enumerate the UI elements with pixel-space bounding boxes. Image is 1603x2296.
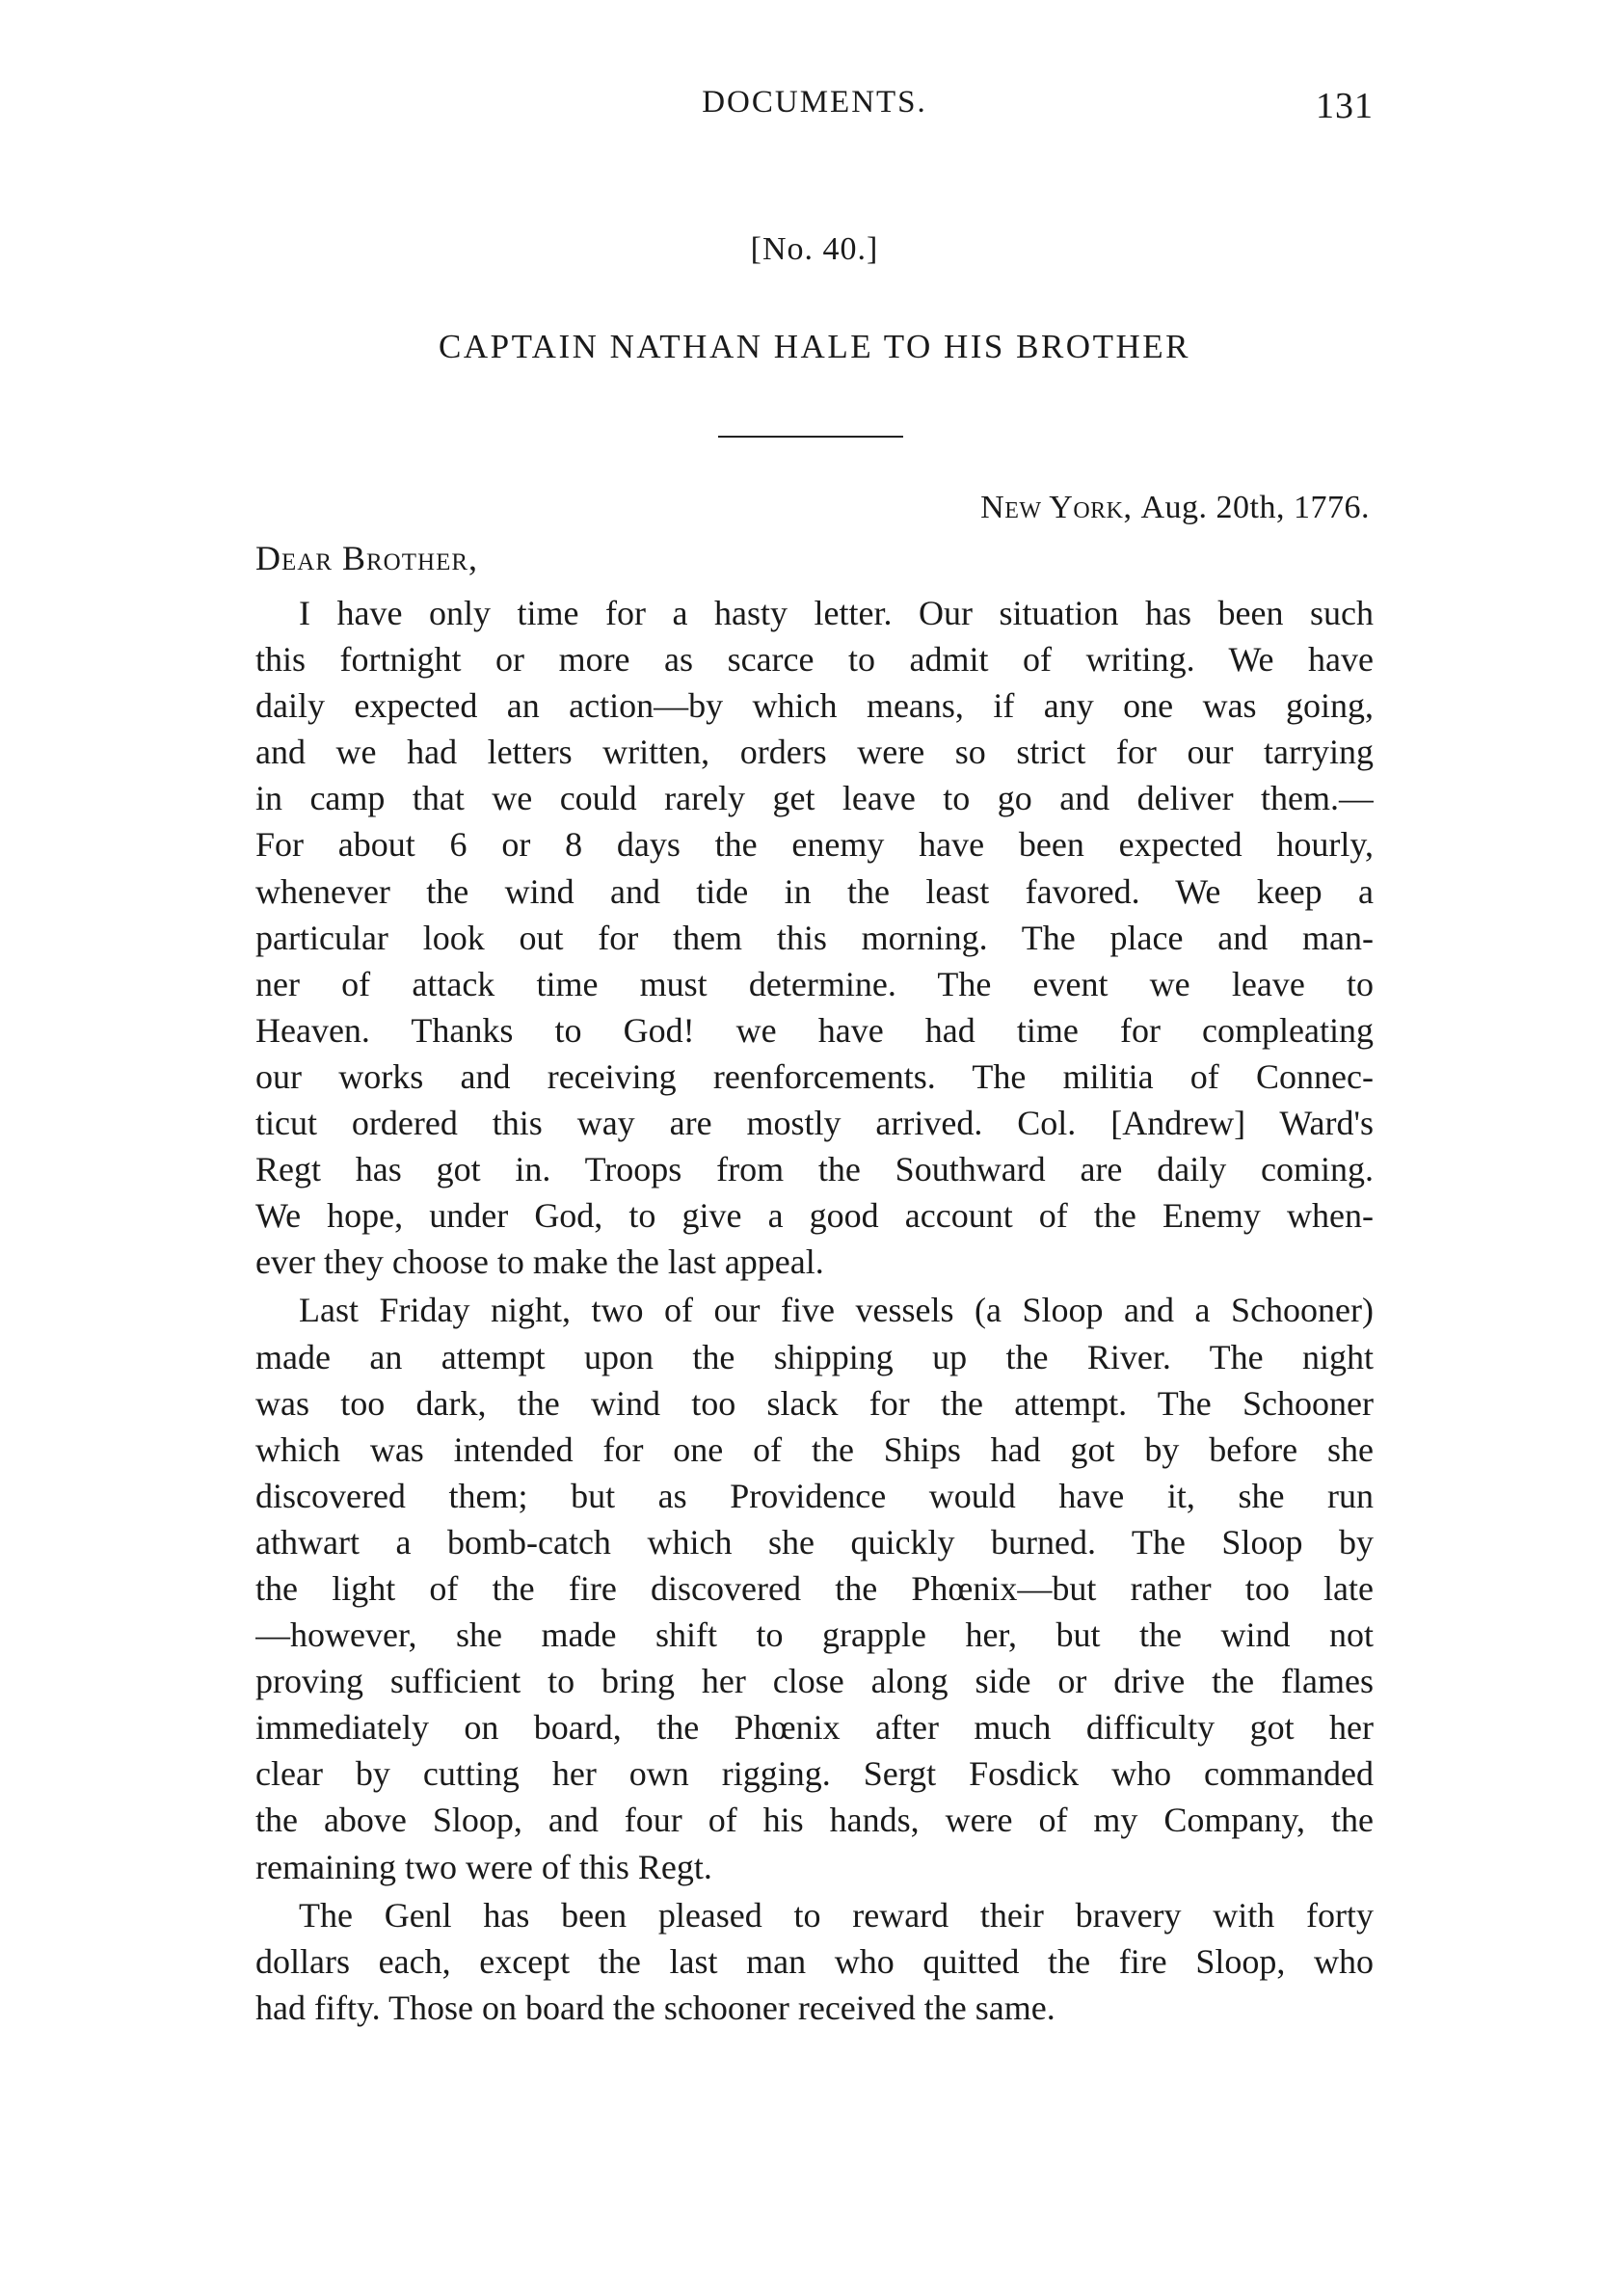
- paragraph-1: [255, 590, 1374, 1285]
- text-line: I have only time for a hasty letter. Our situation has been such: [299, 594, 1374, 632]
- text-line: Regt has got in. Troops from the Southward are daily coming.: [255, 1150, 1374, 1189]
- text-line: Heaven. Thanks to God! we have had time for compleating: [255, 1010, 1374, 1050]
- text-line: clear by cutting her own rigging. Sergt Fosdick who commanded: [255, 1754, 1374, 1794]
- text-line: the above Sloop, and four of his hands, were of my Company, the: [255, 1801, 1374, 1840]
- dateline-date: Aug. 20th, 1776.: [1140, 490, 1370, 525]
- text-line: ever they choose to make the last appeal.: [255, 1242, 824, 1282]
- document-number: [No. 40.]: [750, 231, 879, 267]
- text-line: dollars each, except the last man who quitted the fire Sloop, who: [255, 1941, 1374, 1981]
- document-title: CAPTAIN NATHAN HALE TO HIS BROTHER: [439, 328, 1190, 365]
- text-line: We hope, under God, to give a good account of the Enemy when-: [255, 1196, 1374, 1236]
- text-line: in camp that we could rarely get leave to go and deliver them.—: [255, 779, 1374, 818]
- text-line: athwart a bomb-catch which she quickly burned. The Sloop by: [255, 1522, 1374, 1562]
- letter-body: [255, 590, 1374, 2031]
- dateline: [980, 490, 1370, 526]
- running-title: DOCUMENTS.: [702, 85, 927, 120]
- text-line: daily expected an action—by which means, if any one was going,: [255, 686, 1374, 726]
- salutation: Dear Brother,: [255, 539, 479, 577]
- text-line: For about 6 or 8 days the enemy have been expected hourly,: [255, 825, 1374, 865]
- paragraph-3: [255, 1892, 1374, 2031]
- text-line: immediately on board, the Phœnix after much difficulty got her: [255, 1708, 1374, 1748]
- text-line: this fortnight or more as scarce to admit of writing. We have: [255, 640, 1374, 680]
- text-line: had fifty. Those on board the schooner received the same.: [255, 1988, 1055, 2027]
- text-line: was too dark, the wind too slack for the attempt. The Schooner: [255, 1383, 1374, 1423]
- text-line: Last Friday night, two of our five vessels (a Sloop and a Schooner): [299, 1291, 1374, 1330]
- text-line: The Genl has been pleased to reward their bravery with forty: [299, 1895, 1374, 1935]
- dateline-place: New York,: [980, 490, 1133, 525]
- text-line: and we had letters written, orders were so strict for our tarrying: [255, 733, 1374, 772]
- text-line: whenever the wind and tide in the least favored. We keep a: [255, 871, 1374, 911]
- text-line: ner of attack time must determine. The event we leave to: [255, 964, 1374, 1003]
- text-line: particular look out for them this morning. The place and man-: [255, 918, 1374, 957]
- text-line: discovered them; but as Providence would have it, she run: [255, 1476, 1374, 1515]
- text-line: which was intended for one of the Ships had got by before she: [255, 1429, 1374, 1469]
- paragraph-2: [255, 1287, 1374, 1889]
- text-line: made an attempt upon the shipping up the River. The night: [255, 1337, 1374, 1376]
- title-divider: [718, 436, 903, 438]
- page-number: 131: [1316, 86, 1374, 126]
- running-header: [255, 85, 1374, 133]
- text-line: proving sufficient to bring her close along side or drive the flames: [255, 1662, 1374, 1701]
- text-line: remaining two were of this Regt.: [255, 1847, 712, 1886]
- text-line: —however, she made shift to grapple her, but the wind not: [255, 1615, 1374, 1655]
- text-line: the light of the fire discovered the Phœnix—but rather too late: [255, 1568, 1374, 1608]
- text-line: our works and receiving reenforcements. The militia of Connec-: [255, 1056, 1374, 1096]
- text-line: ticut ordered this way are mostly arrived. Col. [Andrew] Ward's: [255, 1104, 1374, 1143]
